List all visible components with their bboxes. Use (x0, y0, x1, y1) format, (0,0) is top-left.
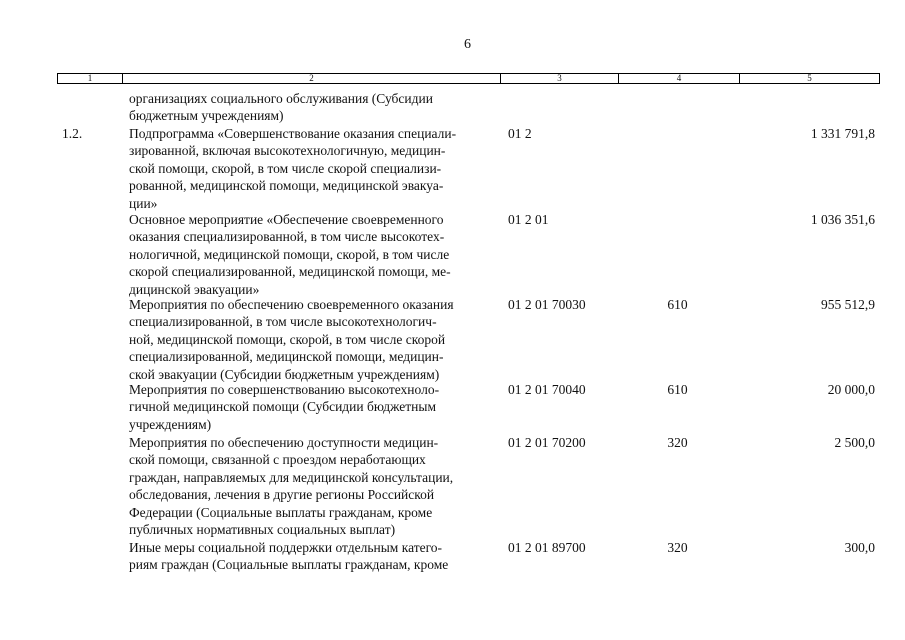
description-line: ции» (129, 195, 158, 211)
row-code: 01 2 01 70040 (508, 382, 586, 397)
description-line: ной, медицинской помощи, скорой, в том числе скорой (129, 331, 446, 347)
row-amount: 2 500,0 (834, 435, 875, 450)
header-col-5: 5 (807, 73, 812, 83)
description-line: оказания специализированной, в том числе высокотех- (129, 229, 445, 245)
description-line: гичной медицинской помощи (Субсидии бюджетным (129, 399, 436, 415)
row-description (129, 434, 501, 538)
description-line: дицинской эвакуации» (129, 281, 260, 297)
row-description (129, 90, 501, 125)
description-line: учреждениям) (129, 416, 212, 432)
row-amount: 300,0 (844, 540, 875, 555)
page-number: 6 (464, 37, 471, 52)
row-description (129, 125, 501, 212)
row-description (129, 381, 501, 433)
description-line: специализированной, медицинской помощи, медицин- (129, 349, 444, 365)
description-line: рованной, медицинской помощи, медицинской эвакуа- (129, 178, 444, 194)
description-line: специализированной, в том числе высокотехнологич- (129, 314, 437, 330)
row-description (129, 296, 501, 383)
description-line: скорой специализированной, медицинской помощи, ме- (129, 264, 451, 280)
row-code: 01 2 01 70030 (508, 297, 586, 312)
row-expense-type: 610 (667, 382, 688, 397)
description-line: зированной, включая высокотехнологичную, медицин- (129, 143, 446, 159)
row-description (129, 211, 501, 298)
description-line: Основное мероприятие «Обеспечение своевременного (129, 212, 444, 227)
description-line: организациях социального обслуживания (Субсидии (129, 91, 433, 106)
header-col-3: 3 (501, 74, 619, 83)
row-code: 01 2 (508, 126, 532, 141)
description-line: Федерации (Социальные выплаты гражданам, кроме (129, 504, 433, 520)
row-code: 01 2 01 70200 (508, 435, 586, 450)
row-amount: 20 000,0 (827, 382, 875, 397)
row-amount: 955 512,9 (821, 297, 875, 312)
row-description (129, 539, 501, 574)
header-col-1: 1 (58, 74, 123, 83)
description-line: нологичной, медицинской помощи, скорой, в том числе (129, 246, 450, 262)
description-line: бюджетным учреждениям) (129, 108, 284, 124)
row-expense-type: 320 (667, 540, 688, 555)
description-line: ской помощи, связанной с проездом неработающих (129, 452, 426, 468)
description-line: риям граждан (Социальные выплаты гражданам, кроме (129, 557, 449, 573)
description-line: ской эвакуации (Субсидии бюджетным учреждениям) (129, 366, 440, 382)
description-line: Мероприятия по обеспечению доступности медицин- (129, 435, 439, 450)
row-number: 1.2. (62, 126, 83, 141)
description-line: Мероприятия по совершенствованию высокотехноло- (129, 382, 440, 397)
description-line: Подпрограмма «Совершенствование оказания специали- (129, 126, 457, 141)
row-expense-type: 610 (667, 297, 688, 312)
row-code: 01 2 01 (508, 212, 549, 227)
description-line: граждан, направляемых для медицинской консультации, (129, 469, 454, 485)
row-amount: 1 331 791,8 (810, 126, 875, 141)
row-expense-type: 320 (667, 435, 688, 450)
table-header (57, 73, 880, 84)
row-amount: 1 036 351,6 (810, 212, 875, 227)
row-code: 01 2 01 89700 (508, 540, 586, 555)
description-line: обследования, лечения в другие регионы Российской (129, 487, 435, 503)
header-col-4: 4 (619, 74, 740, 83)
description-line: Иные меры социальной поддержки отдельным катего- (129, 540, 443, 555)
description-line: публичных нормативных социальных выплат) (129, 522, 396, 538)
description-line: ской помощи, скорой, в том числе скорой специализи- (129, 160, 442, 176)
description-line: Мероприятия по обеспечению своевременного оказания (129, 297, 454, 312)
header-col-2: 2 (123, 74, 501, 83)
